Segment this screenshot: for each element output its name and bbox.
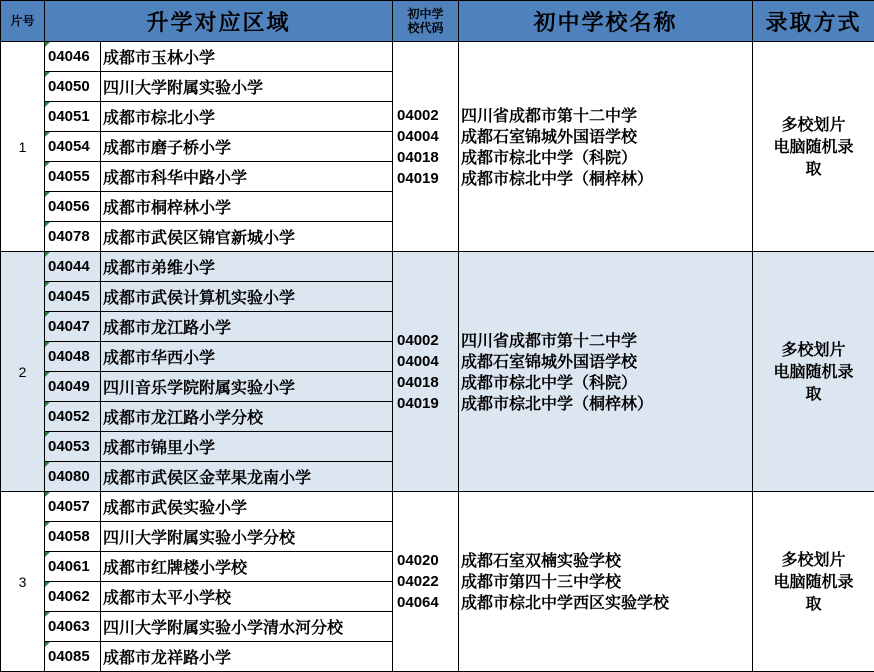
admission-method-line: 电脑随机录 — [773, 136, 854, 156]
admission-method-line: 电脑随机录 — [773, 571, 854, 591]
primary-school-name: 成都市棕北小学 — [101, 102, 393, 132]
admission-method — [753, 492, 874, 672]
primary-school-code: 04080 — [45, 462, 101, 492]
admission-method — [753, 42, 874, 252]
primary-school-code: 04057 — [45, 492, 101, 522]
primary-school-code: 04085 — [45, 642, 101, 672]
header-piece: 片号 — [1, 1, 45, 42]
primary-school-code: 04062 — [45, 582, 101, 612]
admission-method-line: 电脑随机录 — [773, 361, 854, 381]
primary-school-code: 04058 — [45, 522, 101, 552]
primary-school-name: 成都市武侯计算机实验小学 — [101, 282, 393, 312]
middle-school-code: 04004 — [397, 127, 439, 145]
primary-school-name: 成都市华西小学 — [101, 342, 393, 372]
primary-school-code: 04056 — [45, 192, 101, 222]
middle-school-codes — [393, 492, 459, 672]
primary-school-name: 成都市弟维小学 — [101, 252, 393, 282]
header-code-line2: 校代码 — [407, 21, 444, 35]
primary-school-code: 04049 — [45, 372, 101, 402]
middle-school-name: 成都市棕北中学（桐梓林） — [461, 393, 654, 413]
header-school: 初中学校名称 — [459, 1, 753, 42]
primary-school-code: 04047 — [45, 312, 101, 342]
primary-school-name: 成都市科华中路小学 — [101, 162, 393, 192]
middle-school-codes — [393, 42, 459, 252]
primary-school-code: 04051 — [45, 102, 101, 132]
middle-school-code: 04018 — [397, 373, 439, 391]
header-scope: 升学对应区域 — [45, 1, 393, 42]
primary-school-code: 04044 — [45, 252, 101, 282]
primary-school-code: 04078 — [45, 222, 101, 252]
middle-school-code: 04020 — [397, 552, 439, 569]
table-row — [1, 42, 874, 72]
middle-school-name: 成都市棕北中学（科院） — [461, 147, 638, 167]
middle-school-code: 04002 — [397, 331, 439, 349]
primary-school-name: 成都市桐梓林小学 — [101, 192, 393, 222]
middle-school-code: 04022 — [397, 573, 439, 590]
admission-method-line: 取 — [805, 158, 822, 178]
primary-school-name: 成都市太平小学校 — [101, 582, 393, 612]
primary-school-name: 成都市磨子桥小学 — [101, 132, 393, 162]
middle-school-name: 成都石室锦城外国语学校 — [461, 351, 638, 371]
primary-school-name: 成都市龙江路小学 — [101, 312, 393, 342]
middle-school-name: 成都市第四十三中学校 — [461, 572, 622, 591]
group-index: 1 — [1, 42, 45, 252]
table-row — [1, 252, 874, 282]
middle-school-names — [459, 492, 753, 672]
primary-school-code: 04053 — [45, 432, 101, 462]
middle-school-code: 04002 — [397, 106, 439, 124]
header-method: 录取方式 — [753, 1, 874, 42]
middle-school-names — [459, 42, 753, 252]
group-index: 2 — [1, 252, 45, 492]
middle-school-code: 04019 — [397, 394, 439, 412]
middle-school-name: 四川省成都市第十二中学 — [461, 330, 638, 350]
primary-school-name: 四川大学附属实验小学 — [101, 72, 393, 102]
admission-method-line: 多校划片 — [781, 339, 846, 359]
primary-school-code: 04045 — [45, 282, 101, 312]
middle-school-name: 成都石室锦城外国语学校 — [461, 126, 638, 146]
primary-school-name: 四川大学附属实验小学分校 — [101, 522, 393, 552]
middle-school-name: 四川省成都市第十二中学 — [461, 105, 638, 125]
admission-method-line: 多校划片 — [781, 114, 846, 134]
primary-school-name: 成都市龙江路小学分校 — [101, 402, 393, 432]
middle-school-codes — [393, 252, 459, 492]
primary-school-code: 04050 — [45, 72, 101, 102]
admission-method-line: 多校划片 — [781, 549, 846, 569]
primary-school-name: 成都市玉林小学 — [101, 42, 393, 72]
primary-school-code: 04046 — [45, 42, 101, 72]
header-code — [393, 1, 459, 42]
table-body — [1, 42, 874, 672]
primary-school-code: 04052 — [45, 402, 101, 432]
middle-school-name: 成都石室双楠实验学校 — [461, 551, 622, 570]
table-row — [1, 492, 874, 522]
admission-method-line: 取 — [805, 383, 822, 403]
primary-school-name: 成都市锦里小学 — [101, 432, 393, 462]
middle-school-name: 成都市棕北中学（科院） — [461, 372, 638, 392]
middle-school-code: 04064 — [397, 594, 439, 611]
primary-school-name: 成都市龙祥路小学 — [101, 642, 393, 672]
middle-school-code: 04018 — [397, 148, 439, 166]
middle-school-code: 04004 — [397, 352, 439, 370]
header-code-line1: 初中学 — [407, 7, 444, 21]
primary-school-code: 04061 — [45, 552, 101, 582]
primary-school-name: 成都市武侯区金苹果龙南小学 — [101, 462, 393, 492]
primary-school-name: 成都市武侯区锦官新城小学 — [101, 222, 393, 252]
primary-school-code: 04048 — [45, 342, 101, 372]
primary-school-code: 04055 — [45, 162, 101, 192]
header-row — [1, 1, 874, 42]
middle-school-name: 成都市棕北中学（桐梓林） — [461, 168, 654, 188]
primary-school-code: 04054 — [45, 132, 101, 162]
primary-school-name: 四川大学附属实验小学清水河分校 — [101, 612, 393, 642]
group-index: 3 — [1, 492, 45, 672]
primary-school-code: 04063 — [45, 612, 101, 642]
primary-school-name: 四川音乐学院附属实验小学 — [101, 372, 393, 402]
middle-school-names — [459, 252, 753, 492]
primary-school-name: 成都市武侯实验小学 — [101, 492, 393, 522]
admission-method — [753, 252, 874, 492]
middle-school-name: 成都市棕北中学西区实验学校 — [461, 593, 670, 612]
middle-school-code: 04019 — [397, 169, 439, 187]
admission-method-line: 取 — [805, 593, 822, 613]
primary-school-name: 成都市红牌楼小学校 — [101, 552, 393, 582]
